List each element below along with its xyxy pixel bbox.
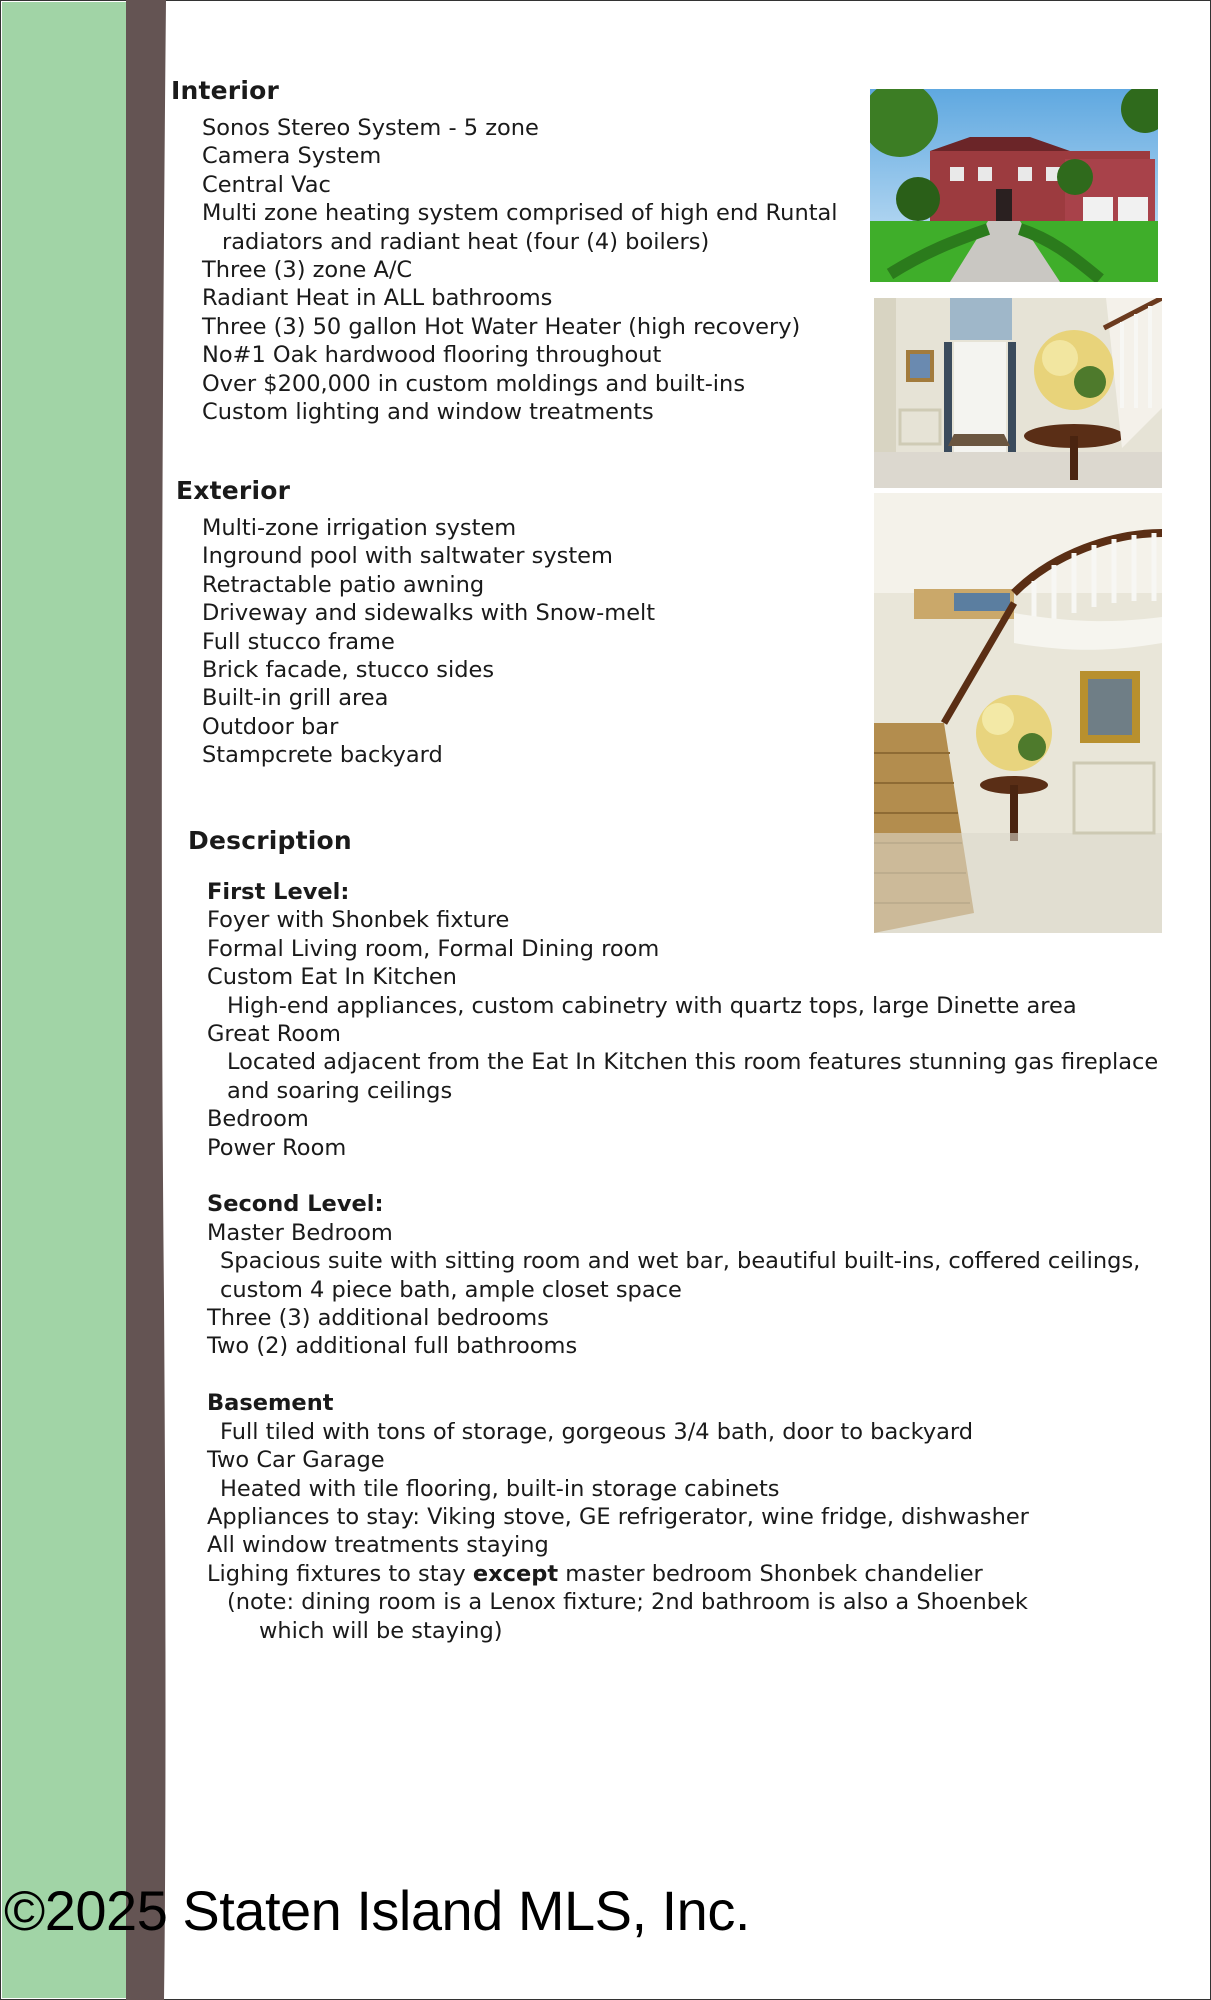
exterior-list — [202, 514, 655, 770]
lighting-emphasis: except — [472, 1560, 559, 1587]
list-item: Camera System — [202, 143, 382, 170]
list-item: Multi zone heating system comprised of high end Runtal — [202, 200, 838, 227]
list-item: Multi-zone irrigation system — [202, 515, 517, 541]
list-item: custom 4 piece bath, ample closet space — [220, 1276, 682, 1303]
lighting-prefix: Lighing fixtures to stay — [207, 1560, 473, 1587]
list-item: Three (3) zone A/C — [202, 257, 413, 284]
list-item: Spacious suite with sitting room and wet bar, beautiful built-ins, coffered ceilings, — [220, 1248, 1141, 1275]
list-item: Two Car Garage — [207, 1447, 385, 1474]
list-item: Over $200,000 in custom moldings and built-ins — [202, 370, 746, 397]
lighting-suffix: master bedroom Shonbek chandelier — [558, 1560, 983, 1587]
list-item: Custom Eat In Kitchen — [207, 964, 457, 991]
list-item: All window treatments staying — [207, 1532, 549, 1559]
list-item: Retractable patio awning — [202, 571, 485, 598]
list-item: Appliances to stay: Viking stove, GE refrigerator, wine fridge, dishwasher — [207, 1503, 1029, 1530]
interior-list — [202, 114, 838, 426]
basement-heading: Basement — [207, 1390, 334, 1417]
list-item: Sonos Stereo System - 5 zone — [202, 115, 539, 141]
lighting-item — [207, 1560, 1158, 1588]
list-item: Heated with tile flooring, built-in storage cabinets — [220, 1475, 780, 1502]
list-item: Two (2) additional full bathrooms — [207, 1333, 578, 1360]
list-item: Power Room — [207, 1134, 347, 1161]
list-item: Great Room — [207, 1021, 341, 1048]
list-item: radiators and radiant heat (four (4) boilers) — [222, 228, 710, 255]
second-level-heading: Second Level: — [207, 1191, 384, 1218]
list-item: Brick facade, stucco sides — [202, 657, 495, 684]
list-item: Central Vac — [202, 171, 331, 198]
green-side-band — [2, 2, 128, 1998]
list-item: Full stucco frame — [202, 628, 395, 655]
list-item: Located adjacent from the Eat In Kitchen this room features stunning gas fireplace — [227, 1049, 1159, 1076]
list-item: High-end appliances, custom cabinetry with quartz tops, large Dinette area — [227, 992, 1077, 1019]
brown-side-band — [126, 0, 168, 2000]
spacer — [207, 1361, 1158, 1389]
copyright-notice: ©2025 Staten Island MLS, Inc. — [4, 1879, 750, 1942]
list-item: Foyer with Shonbek fixture — [207, 907, 510, 934]
spacer — [207, 1162, 1158, 1190]
list-item: Full tiled with tons of storage, gorgeous 3/4 bath, door to backyard — [220, 1418, 974, 1445]
list-item: Bedroom — [207, 1106, 309, 1133]
list-item: No#1 Oak hardwood flooring throughout — [202, 342, 662, 369]
list-item: Outdoor bar — [202, 713, 339, 740]
list-item: (note: dining room is a Lenox fixture; 2nd bathroom is also a Shoenbek — [227, 1589, 1028, 1616]
list-item: Radiant Heat in ALL bathrooms — [202, 285, 553, 312]
list-item: Formal Living room, Formal Dining room — [207, 935, 660, 962]
list-item: and soaring ceilings — [227, 1077, 453, 1104]
list-item: Three (3) 50 gallon Hot Water Heater (high recovery) — [202, 313, 801, 340]
foyer-photo — [874, 298, 1162, 488]
interior-heading: Interior — [171, 76, 280, 105]
first-level-heading: First Level: — [207, 879, 350, 905]
staircase-photo — [874, 493, 1162, 933]
description-list — [207, 878, 1158, 1645]
house-exterior-photo — [870, 89, 1158, 282]
list-item: Driveway and sidewalks with Snow-melt — [202, 600, 656, 627]
list-item: Master Bedroom — [207, 1219, 393, 1246]
list-item: Three (3) additional bedrooms — [207, 1305, 549, 1332]
description-heading: Description — [188, 826, 352, 855]
list-item: Stampcrete backyard — [202, 742, 443, 769]
list-item: Built-in grill area — [202, 685, 389, 712]
list-item: Inground pool with saltwater system — [202, 543, 613, 570]
list-item: which will be staying) — [259, 1617, 503, 1644]
exterior-heading: Exterior — [176, 476, 291, 505]
list-item: Custom lighting and window treatments — [202, 399, 654, 426]
